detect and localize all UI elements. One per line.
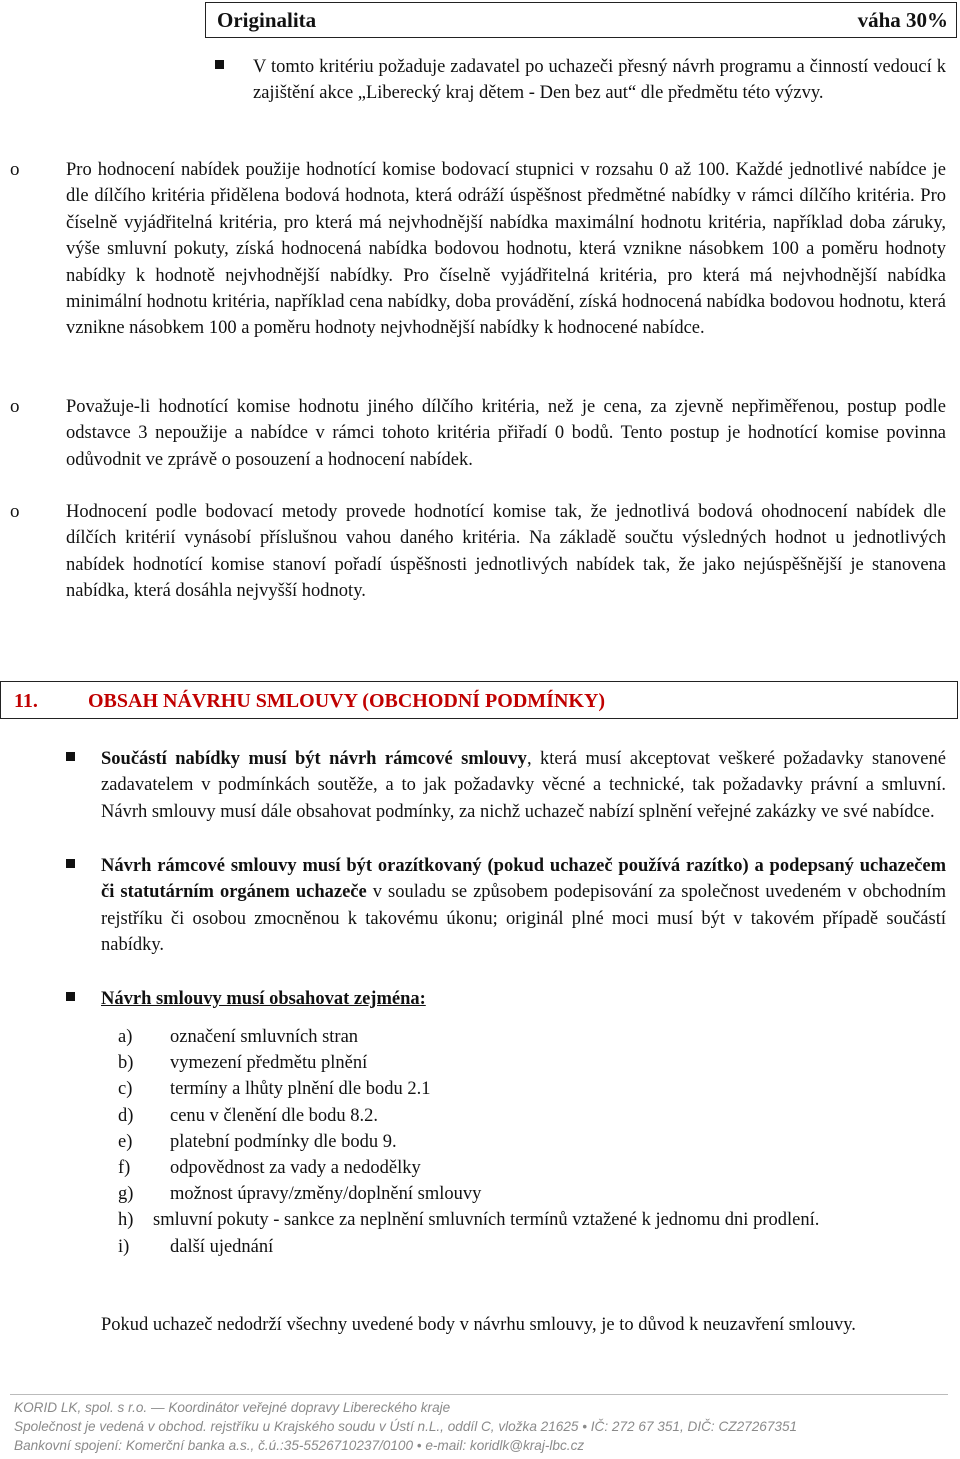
square-bullet-icon <box>66 859 75 868</box>
list-item: d) cenu v členění dle bodu 8.2. <box>118 1105 379 1126</box>
rule-bullet: o <box>10 396 20 417</box>
rule-bullet: o <box>10 159 20 180</box>
square-bullet-icon <box>66 992 75 1001</box>
square-bullet-icon <box>66 752 75 761</box>
rule-paragraph-3: Hodnocení podle bodovací metody provede hodnotící komise tak, že jednotlivá bodová ohodnocení nabídek dle dílčích kritérií vynásobí příslušnou vahou daného kritéria. Na základě součtu výsledných hodnot u jednotlivých nabídek hodnotící komise stanoví pořadí úspěšnosti jednotlivých nabídek tak, že jako nejúspěšnější je stanovena nabídka, která dosáhla nejvyšší hodnoty. <box>66 502 946 602</box>
list-item: a) označení smluvních stran <box>118 1027 359 1047</box>
list-item: i) další ujednání <box>118 1236 274 1257</box>
square-bullet-icon <box>215 60 224 69</box>
criterion-header-box <box>205 2 957 38</box>
contract-requirement-rest: , která musí akceptovat veškeré požadavky stanovené zadavatelem v podmínkách soutěže, a to jak požadavky věcné a technické, tak požadavky právní a smluvní. Návrh smlouvy musí dále obsahovat podmínky, za nichž uchazeč nabízí splnění veřejné zakázky ve své nabídce. <box>101 749 946 822</box>
list-item: h) smluvní pokuty - sankce za neplnění smluvních termínů vztažené k jednomu dni prodlení. <box>118 1210 820 1231</box>
contract-requirement-paragraph <box>101 746 946 825</box>
list-item: c) termíny a lhůty plnění dle bodu 2.1 <box>118 1079 431 1100</box>
footer-registration: Společnost je vedená v obchod. rejstříku u Krajského soudu v Ústí n.L., oddíl C, vložka 21625 • IČ: 272 67 351, DIČ: CZ27267351 <box>14 1419 798 1434</box>
contract-contents-heading: Návrh smlouvy musí obsahovat zejména: <box>101 989 426 1009</box>
list-item: b) vymezení předmětu plnění <box>118 1053 368 1074</box>
signature-requirement-paragraph <box>101 853 946 959</box>
contract-requirement-bold: Součástí nabídky musí být návrh rámcové smlouvy <box>101 749 527 769</box>
rule-paragraph-2: Považuje-li hodnotící komise hodnotu jiného dílčího kritéria, než je cena, za zjevně nepřiměřenou, postup podle odstavce 3 nepoužije a nabídce v rámci tohoto kritéria přiřadí 0 bodů. Tento postup je hodnotící komise povinna odůvodnit ve zprávě o posouzení a hodnocení nabídek. <box>66 397 946 470</box>
footer-bank: Bankovní spojení: Komerční banka a.s., č.ú.:35-5526710237/0100 • e-mail: koridlk@kraj-lbc.cz <box>14 1438 585 1453</box>
section-number: 11. <box>14 690 38 712</box>
list-item: g) možnost úpravy/změny/doplnění smlouvy <box>118 1184 482 1205</box>
criterion-weight: váha 30% <box>857 8 948 32</box>
footer-company: KORID LK, spol. s r.o. — Koordinátor veřejné dopravy Libereckého kraje <box>14 1400 451 1415</box>
signature-requirement-rest: v souladu se způsobem podepisování za společnost uvedeném v obchodním rejstříku či osobou zmocněnou k takovému úkonu; originál plné moci musí být v takovém případě součástí nabídky. <box>101 882 946 956</box>
rule-bullet: o <box>10 501 20 522</box>
list-item: f) odpovědnost za vady a nedodělky <box>118 1158 421 1179</box>
criterion-title: Originalita <box>217 8 317 32</box>
contract-contents-list <box>118 1024 908 1260</box>
closing-paragraph: Pokud uchazeč nedodrží všechny uvedené body v návrhu smlouvy, je to důvod k neuzavření smlouvy. <box>101 1315 856 1335</box>
footer-divider <box>10 1394 948 1395</box>
list-item: e) platební podmínky dle bodu 9. <box>118 1131 397 1152</box>
section-title: OBSAH NÁVRHU SMLOUVY (OBCHODNÍ PODMÍNKY) <box>88 690 606 712</box>
criterion-description: V tomto kritériu požaduje zadavatel po uchazeči přesný návrh programu a činností vedoucí k zajištění akce „Liberecký kraj dětem - Den bez aut“ dle předmětu této výzvy. <box>253 57 946 104</box>
signature-requirement-bold: Návrh rámcové smlouvy musí být orazítkovaný (pokud uchazeč používá razítko) a podepsaný uchazečem či statutárním orgánem uchazeče <box>101 856 946 903</box>
rule-paragraph-1: Pro hodnocení nabídek použije hodnotící komise bodovací stupnici v rozsahu 0 až 100. Každé jednotlivé nabídce je dle dílčího kritéria přidělena bodová hodnota, která odráží úspěšnost předmětné nabídky v rámci dílčího kritéria. Pro číselně vyjádřitelná kritéria, pro která má nejvhodnější nabídka maximální hodnotu kritéria, například doba záruky, výše smluvní pokuty, získá hodnocená nabídka bodovou hodnotu, která vznikne násobkem 100 a poměru hodnoty nabídky k hodnotě nejvhodnější nabídky. Pro číselně vyjádřitelná kritéria, pro která má nejvhodnější nabídka minimální hodnotu kritéria, například cena nabídky, doba provádění, získá hodnocená nabídka bodovou hodnotu, která vznikne násobkem 100 a poměru hodnoty nejvhodnější nabídky k hodnocené nabídce. <box>66 160 946 339</box>
